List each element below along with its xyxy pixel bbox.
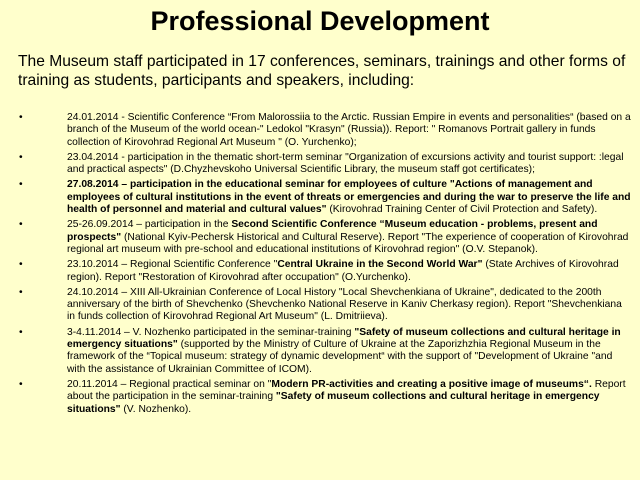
emphasis-text: Central Ukraine in the Second World War" [277,259,483,271]
emphasis-text: "Safety of museum collections and cultural heritage in emergency situations" [67,326,621,351]
intro-paragraph: The Museum staff participated in 17 conferences, seminars, trainings and other forms of training as students, participants and speakers, including: [18,53,626,89]
item-text: Report about the participation in the seminar-training [67,378,626,403]
list-item [0,152,640,177]
item-text: (supported by the Ministry of Culture of Ukraine at the Zaporizhzhia Regional Museum in the framework of the “Topical museum: strategy of dynamic development“ with the support of "Development of Ukraine "and with the assistance of Ukrainian Committee of ICOM). [67,339,613,375]
item-text: 20.11.2014 – Regional practical seminar on " [67,378,272,390]
item-text: 23.10.2014 – Regional Scientific Conference " [67,259,278,271]
emphasis-text: "Safety of museum collections and cultural heritage in emergency situations" [67,391,600,415]
item-text: (State Archives of Kirovohrad region). Report "Restoration of Kirovohrad after occupation" (O.Yurchenko). [67,259,619,283]
item-text: 24.01.2014 - Scientific Conference “From Malorossiia to the Arctic. Russian Empire in events and personalities“ (based on a branch of the Museum of the world ocean-" Ledokol "Krasyn" (Russia)). Report: " Romanovs Portrait gallery in funds collection of Kirovohrad Regional Art Museum " (O. Yurchenko); [67,112,631,148]
list-item [0,179,640,216]
list-item [0,219,640,256]
emphasis-text: Modern PR-activities and creating a positive image of museums“. [271,378,592,390]
list-item [0,379,640,416]
list-item [0,287,640,324]
emphasis-text: 27.08.2014 – participation in the educational seminar for employees of culture "Actions of management and employees of cultural institutions in the event of threats or emergencies and during the war to preserve the life and health of personnel and material and cultural values" [67,179,631,216]
list-item [0,112,640,149]
list-item [0,259,640,284]
item-text: 24.10.2014 – XIII All-Ukrainian Conference of Local History "Local Shevchenkiana of Ukraine", dedicated to the 200th anniversary of the birth of Shevchenko (Shevchenko National Reserve in Kaniv Cherkasy region). Report "Shevchenkiana in funds collection of Kirovohrad Regional Art Museum" (L. Dmitriieva). [67,286,622,323]
emphasis-text: Second Scientific Conference “Museum education - problems, present and prospects" [67,219,598,243]
item-text: 3-4.11.2014 – V. Nozhenko participated in the seminar-training [67,326,355,338]
events-list [0,112,640,419]
item-text: (National Kyiv-Pechersk Historical and Cultural Reserve). Report "The experience of cooperation of Kirovohrad regional art museum with pre-school and educational institutions of Kirovohrad region" (O.V. Stepanok). [67,231,629,255]
item-text: 25-26.09.2014 – participation in the [67,219,232,231]
item-text: (V. Nozhenko). [120,403,192,415]
list-item [0,327,640,376]
item-text: (Kirovohrad Training Center of Civil Protection and Safety). [326,204,598,216]
item-text: 23.04.2014 - participation in the thematic short-term seminar "Organization of excursions activity and tourist support: :legal and practical aspects" (D.Chyzhevskoho Universal Scientific Library, the museum staff got certificates); [67,151,624,176]
slide-title: Professional Development [150,6,490,36]
